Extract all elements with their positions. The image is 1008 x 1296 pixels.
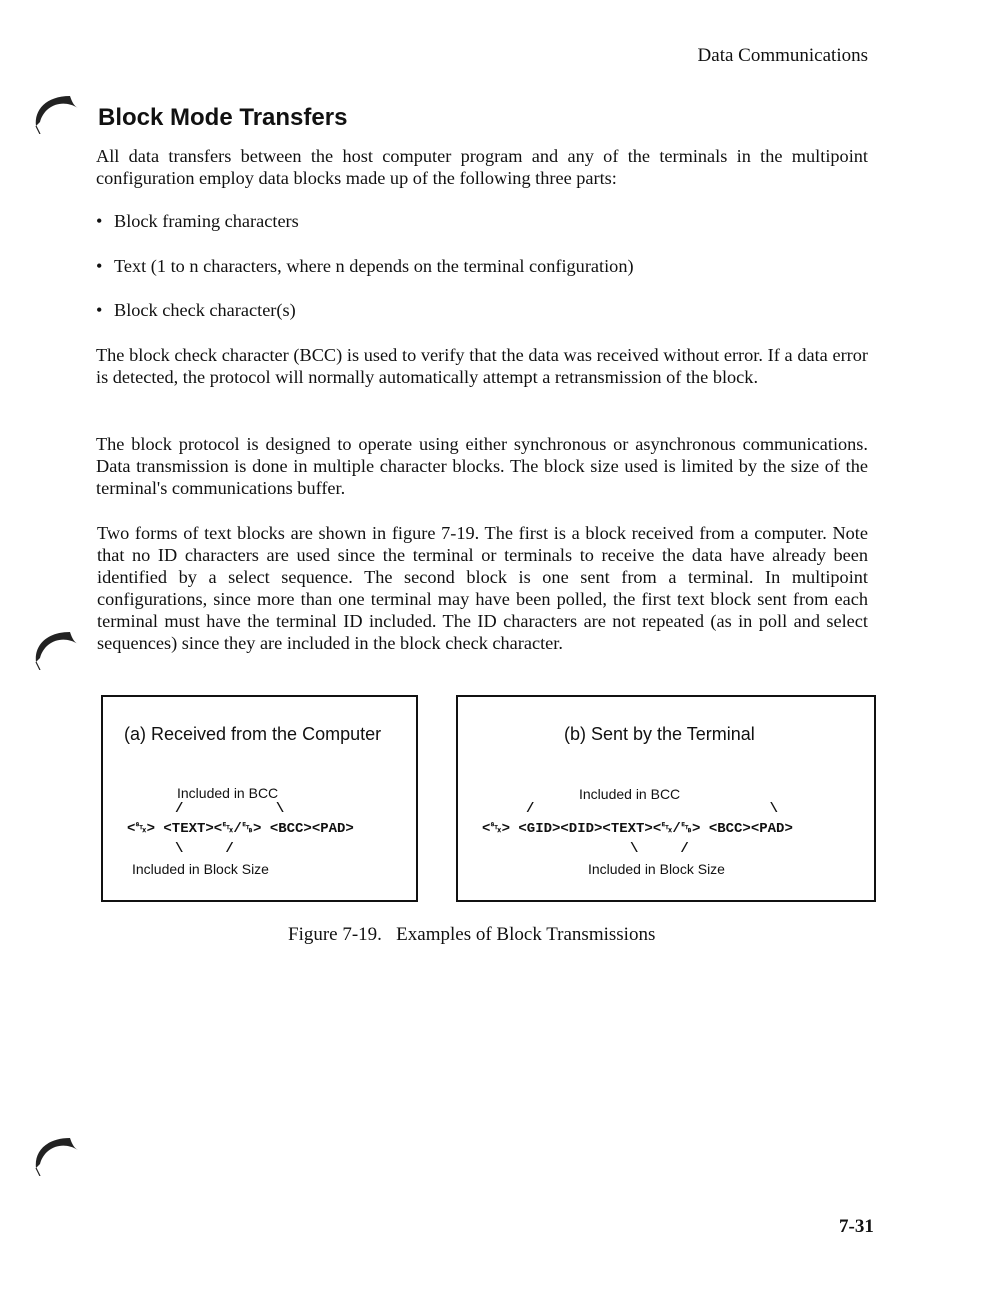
panel-title: (a) Received from the Computer <box>124 724 382 744</box>
figure-panel-sent <box>456 695 876 902</box>
list-item: • Block check character(s) <box>96 300 296 320</box>
running-header: Data Communications <box>697 45 868 66</box>
binder-hole-icon <box>22 618 80 670</box>
bcc-label: Included in BCC <box>177 785 279 801</box>
panel-title: (b) Sent by the Terminal <box>564 724 755 744</box>
block-sequence: <␂> <GID><DID><TEXT><␃/␗> <BCC><PAD> <box>482 821 793 837</box>
size-bracket-marks: \ / <box>630 841 689 857</box>
page-number: 7-31 <box>839 1216 874 1237</box>
bcc-bracket-marks: / \ <box>526 801 779 817</box>
bullet-icon: • <box>96 300 103 320</box>
section-title: Block Mode Transfers <box>98 104 348 131</box>
paragraph: Two forms of text blocks are shown in figure 7-19. The first is a block received from a computer. Note that no ID characters are used since the terminal or terminals to receive the data have already been identified by a select sequence. The second block is one sent from a terminal. In multipoint configurations, since more than one terminal may have been polled, the first text block sent from each terminal must have the terminal ID included. The ID characters are not repeated (as in poll and select sequences) since they are included in the block check character. <box>97 523 868 653</box>
paragraph: The block protocol is designed to operate using either synchronous or asynchronous communications. Data transmission is done in multiple character blocks. The block size used is limited by the size of the terminal's communications buffer. <box>96 434 868 498</box>
size-bracket-marks: \ / <box>175 841 234 857</box>
binder-hole-icon <box>22 1124 80 1176</box>
binder-hole-icon <box>22 82 80 134</box>
bullet-icon: • <box>96 256 103 276</box>
bullet-icon: • <box>96 211 103 231</box>
intro-paragraph: All data transfers between the host computer program and any of the terminals in the multipoint configuration employ data blocks made up of the following three parts: <box>96 146 868 188</box>
block-sequence: <␂> <TEXT><␃/␗> <BCC><PAD> <box>127 821 354 837</box>
block-size-label: Included in Block Size <box>132 861 269 877</box>
list-item: • Block framing characters <box>96 211 299 231</box>
figure-caption: Figure 7-19. Examples of Block Transmissions <box>288 924 656 945</box>
bcc-bracket-marks: / \ <box>175 801 285 817</box>
figure-panel-received <box>101 695 418 902</box>
block-size-label: Included in Block Size <box>588 861 725 877</box>
bcc-label: Included in BCC <box>579 786 681 802</box>
list-item: • Text (1 to n characters, where n depends on the terminal configuration) <box>96 256 634 276</box>
paragraph: The block check character (BCC) is used to verify that the data was received without error. If a data error is detected, the protocol will normally automatically attempt a retransmission of the block. <box>96 345 868 387</box>
